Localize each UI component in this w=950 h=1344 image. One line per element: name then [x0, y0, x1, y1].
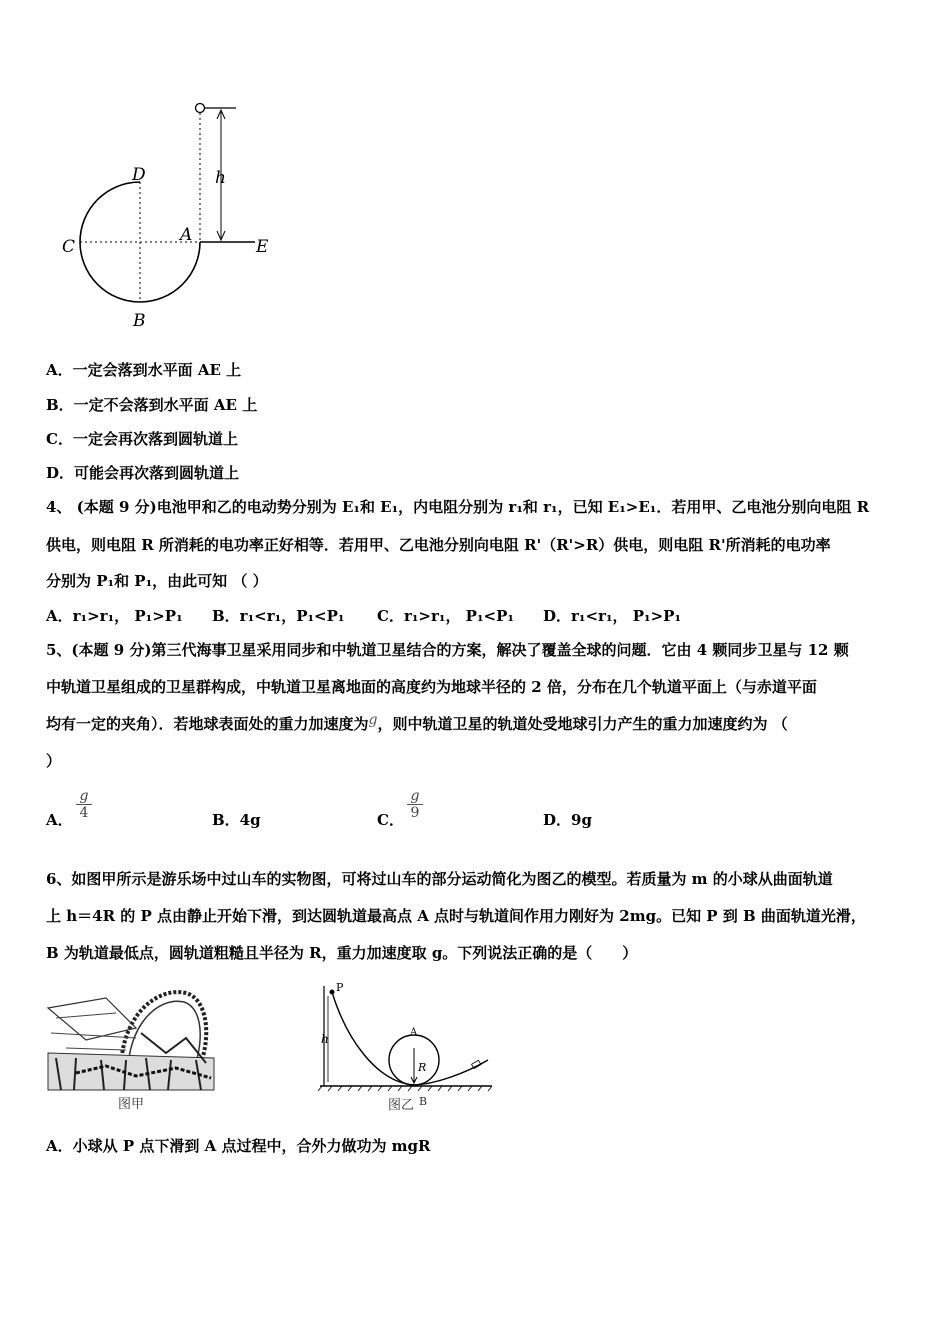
- q5-option-c-fraction: [407, 788, 423, 821]
- q4-option-b: B．r₁<r₁，P₁<P₁: [212, 607, 345, 625]
- fig-p-label: P: [336, 981, 344, 994]
- q5-option-a-num: g: [79, 788, 89, 804]
- q5-option-d: D．9g: [543, 811, 592, 829]
- q5-option-a-den: 4: [79, 805, 89, 821]
- q5-line-2: 中轨道卫星组成的卫星群构成，中轨道卫星离地面的高度约为地球半径的 2 倍，分布在几个轨道平面上（与赤道平面: [46, 678, 817, 696]
- fig-h-label: h: [321, 1032, 329, 1046]
- fig-yi-caption: 图乙: [388, 1098, 415, 1113]
- q4-option-c: C．r₁>r₁， P₁<P₁: [377, 607, 514, 625]
- q5-line-3b: ，则中轨道卫星的轨道处受地球引力产生的重力加速度约为 （: [377, 715, 788, 733]
- track-diagram: [50, 95, 290, 335]
- q5-line-3: [46, 714, 788, 735]
- q3-option-c: C．一定会再次落到圆轨道上: [46, 430, 238, 448]
- q5-option-a-label: A．: [46, 811, 73, 829]
- q3-option-a: A．一定会落到水平面 AE 上: [46, 361, 242, 379]
- label-d: D: [132, 165, 146, 185]
- q3-option-b: B．一定不会落到水平面 AE 上: [46, 396, 258, 414]
- fig-jia-caption: 图甲: [118, 1097, 145, 1112]
- q4-line-3: 分别为 P₁和 P₁，由此可知 （ ）: [46, 572, 268, 590]
- q5-option-a-fraction: [76, 788, 92, 821]
- q4-line-1: 4、 (本题 9 分)电池甲和乙的电动势分别为 E₁和 E₁，内电阻分别为 r₁和 r₁，已知 E₁>E₁．若用甲、乙电池分别向电阻 R: [46, 498, 870, 516]
- q5-option-c-num: g: [410, 788, 420, 804]
- q4-option-a: A．r₁>r₁， P₁>P₁: [46, 607, 183, 625]
- q5-line-4: ）: [46, 752, 62, 770]
- q3-option-d: D．可能会再次落到圆轨道上: [46, 464, 240, 482]
- label-c: C: [62, 237, 76, 257]
- fig-a-label: A: [410, 1027, 418, 1038]
- q4-option-d: D．r₁<r₁， P₁>P₁: [543, 607, 682, 625]
- q5-option-c-label: C．: [377, 811, 404, 829]
- label-h: h: [215, 168, 226, 188]
- q5-line-1: 5、(本题 9 分)第三代海事卫星采用同步和中轨道卫星结合的方案，解决了覆盖全球的问题．它由 4 颗同步卫星与 12 颗: [46, 641, 849, 659]
- fig-r-label: R: [418, 1061, 427, 1074]
- fig-yi-b-label: B: [419, 1095, 428, 1108]
- q5-g-symbol: g: [368, 712, 378, 728]
- q5-option-c-den: 9: [410, 805, 420, 821]
- coaster-model-diagram: [316, 978, 496, 1113]
- q6-line-2: 上 h＝4R 的 P 点由静止开始下滑，到达圆轨道最高点 A 点时与轨道间作用力刚好为 2mg。已知 P 到 B 曲面轨道光滑，: [46, 907, 866, 925]
- q6-option-a: A．小球从 P 点下滑到 A 点过程中，合外力做功为 mgR: [46, 1137, 431, 1155]
- ball: [196, 104, 205, 113]
- q6-line-1: 6、如图甲所示是游乐场中过山车的实物图，可将过山车的部分运动简化为图乙的模型。若质量为 m 的小球从曲面轨道: [46, 870, 833, 888]
- q5-line-3a: 均有一定的夹角）．若地球表面处的重力加速度为: [46, 715, 369, 733]
- q4-line-2: 供电，则电阻 R 所消耗的电功率正好相等．若用甲、乙电池分别向电阻 R'（R'>R）供电，则电阻 R'所消耗的电功率: [46, 536, 831, 554]
- label-b: B: [133, 311, 146, 331]
- label-a: A: [180, 225, 193, 245]
- label-e: E: [256, 237, 269, 257]
- q6-line-3: B 为轨道最低点，圆轨道粗糙且半径为 R，重力加速度取 g。下列说法正确的是（ ）: [46, 944, 638, 962]
- q5-option-b: B．4g: [212, 811, 261, 829]
- roller-coaster-photo: [46, 978, 216, 1113]
